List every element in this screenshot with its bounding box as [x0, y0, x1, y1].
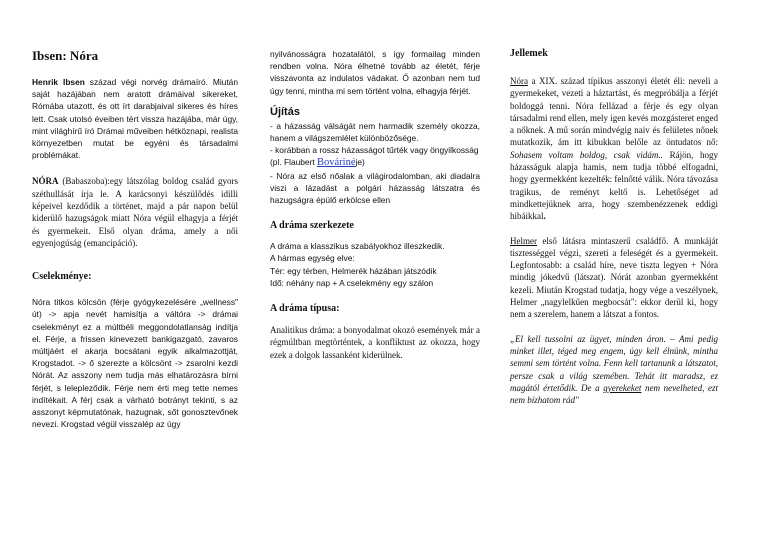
nora-quote: Sohasem voltam boldog, csak vidám.. — [510, 149, 663, 160]
innovation-heading: Újítás — [270, 105, 300, 118]
structure-line-3: Tér: egy térben, Helmerék házában játszódik — [270, 265, 437, 276]
helmer-name: Helmer — [510, 235, 537, 246]
nora-character-text-1: a XIX. század típikus asszonyi életét éli: neveli a gyermekeket, vezeti a háztartást, és megpróbálja a férjét boldoggá tenni. Nóra fellázad a férje és egy olyan társadalmi rend ellen, mely igen kevés mozgásteret enged a nőknek. A mű során mindvégig naiv és felületes nőnek mutatkozik, ám itt kibukkan belőle az öntudatos nő: — [510, 76, 718, 148]
ibsen-name: Henrik Ibsen — [32, 77, 85, 87]
innovation-item-2 — [270, 144, 480, 169]
nora-character-text-2: Rájön, hogy házasságuk alapja hamis, nem tudja többé elfogadni, hogy gyermekként kezelték: felnőtté válik. Nóra távozása tragikus, de reményt keltő is. Lehetőséget ad mindkettejüknek arra, hogy szembenézzenek eddigi hibáikkal — [510, 149, 718, 222]
ibsen-intro — [32, 76, 238, 161]
bovarine-link[interactable]: Bováriné — [317, 157, 356, 169]
helmer-quote — [510, 333, 718, 407]
plot-heading: Cselekménye: — [32, 271, 92, 283]
structure-line-1: A dráma a klasszikus szabályokhoz illeszkedik. — [270, 241, 445, 252]
nora-character — [510, 75, 718, 223]
nora-name: Nóra — [510, 76, 528, 86]
innovation-item-2-text: - korábban a rossz házasságot tűrték vagy öngyilkosság (pl. Flaubert — [270, 145, 479, 168]
ibsen-intro-text: század végi norvég drámaíró. Miután saját hazájában nem aratott drámáival sikereket, Rómába utazott, és ott írt darabjaival sikeres és híres lett. Csak utolsó éveiben tért vissza hazájába, már úgy, mint világhírű író Drámai műveiben hétköznapi, realista környezetben mutat be egyéni és társadalmi problémákat. — [32, 77, 238, 161]
plot-continuation: nyilvánosságra hozatalától, s így formailag minden rendben volna. Nóra élhetné tovább az életét, férje visszavonta az indulatos vádakat. Ő azonban nem tud úgy tenni, mintha mi sem történt volna, elhagyja férjét. — [270, 49, 480, 96]
helmer-character — [510, 235, 718, 321]
helmer-character-text: első látásra mintaszerű családfő. A munkáját tisztességgel végzi, szereti a feleségét és a gyermekeit. Legfontosabb: a család híre, neve tiszta legyen + Nóra mindig jókedvű (látszat). Nórát azonban gyermekként kezeli. Miután Krogstad tudatja, hogy vége a veszélynek, Helmer „nagylelkűen megbocsát": ekkor derül ki, hogy nem a szerelem, hanem a látszat a fontos. — [510, 235, 718, 320]
column-3 — [510, 48, 718, 406]
structure-line-4: Idő: néhány nap + A cselekmény egy szálon — [270, 277, 434, 288]
structure-line-2: A hármas egység elve: — [270, 253, 355, 264]
nora-character-end: . — [543, 211, 546, 222]
type-heading: A dráma típusa: — [270, 303, 340, 315]
structure-heading: A dráma szerkezete — [270, 220, 354, 232]
column-1 — [32, 48, 238, 430]
helmer-quote-underlined: gyerekeket — [603, 382, 642, 393]
page-title: Ibsen: Nóra — [32, 48, 99, 63]
helmer-quote-text-1: „El kell tussolni az ügyet, minden áron. – Ami pedig minket illet, téged meg engem, úgy kell élnünk, mintha semmi sem történt volna. Fenn kell tartanunk a látszatot, persze csak a világ szemében. Tehát itt maradsz, ez magától értetődik. De a — [510, 333, 718, 393]
innovation-item-1: - a házasság válságát nem harmadik személy okozza, hanem a világszemlélet különbözősége. — [270, 120, 480, 144]
nora-label: NÓRA — [32, 176, 59, 187]
innovation-item-2-end: je) — [355, 157, 365, 168]
helmer-quote-text-2: nem nevelheted, ezt nem bízhatom rád" — [510, 382, 719, 406]
nora-summary — [32, 175, 238, 249]
type-text: Analitikus dráma: a bonyodalmat okozó események már a régmúltban megtörténtek, a konfliktust az okozza, hogy ezek a dolgok lassanként kiderülnek. — [270, 325, 480, 360]
plot-text: Nóra titkos kölcsön (férje gyógykezelésére „wellness" út) -> apja nevét hamisítja a váltóra -> drámai cselekményt ez a múltbéli meggondolatlanság indítja el. Férje, a frissen kinevezett bankigazgató, zavaros múltjáért el akarja bocsátani egyik alkalmazottját, Krogstadot. -> ő szerezte a kölcsönt -> zsarolni kezdi Nórát. Az asszony nem tudja más elhatározásra bírni férjét, s lelepleződik. Férje nem érti meg tette nemes indítékait. A férj csak a várható botrányt tekinti, s az asszonyt képmutatónak, hazugnak, sőt gonosztevőnek nevezi. Krogstad végül visszalép az úgy — [32, 297, 238, 430]
nora-summary-text: (Babaszoba):egy látszólag boldog család gyors széthullását írja le. A karácsonyi készülődés idilli képeivel kezdődik a történet, majd a pár napon belül kiderülő hazugságok miatt Nóra végül elhagyja a férjét és gyermekeit. Első olyan dráma, amely a női egyenjogúság (emancipáció). — [32, 176, 238, 248]
column-2 — [270, 48, 480, 361]
innovation-item-3: - Nóra az első nőalak a világirodalomban, aki diadalra viszi a lázadást a polgári házasság látszatra és hazugságra épülő erkölcse ellen — [270, 170, 480, 206]
characters-heading: Jellemek — [510, 48, 548, 59]
